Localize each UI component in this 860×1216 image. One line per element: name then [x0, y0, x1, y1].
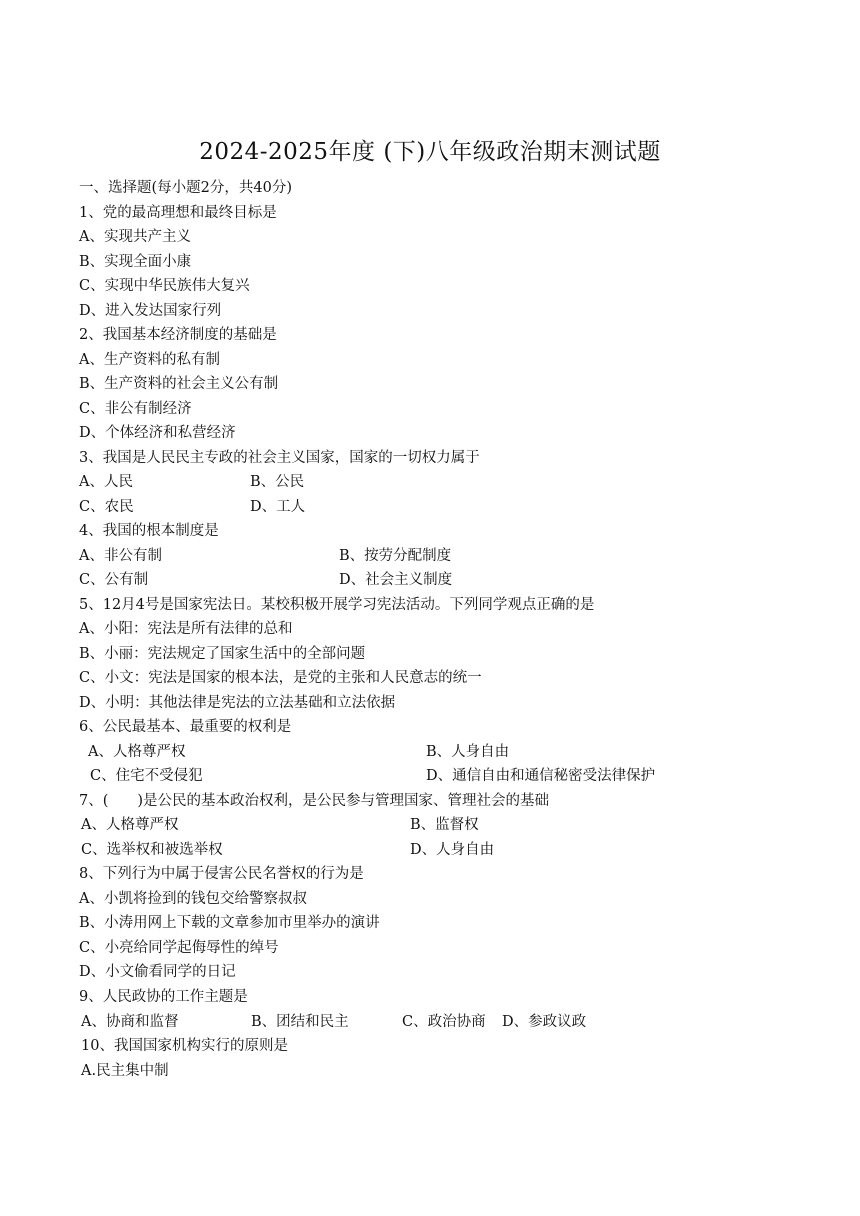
- exam-title: 2024-2025年度 (下)八年级政治期末测试题: [199, 139, 661, 165]
- option: D、小明：其他法律是宪法的立法基础和立法依据: [79, 695, 396, 711]
- option: B、小涛用网上下载的文章参加市里举办的演讲: [79, 915, 380, 931]
- option: A、协商和监督: [81, 1014, 179, 1030]
- section-heading: 一、选择题(每小题2分，共40分): [79, 180, 292, 196]
- option: B、生产资料的社会主义公有制: [79, 376, 279, 392]
- option: B、公民: [250, 474, 305, 490]
- question-stem: 3、我国是人民民主专政的社会主义国家，国家的一切权力属于: [79, 450, 480, 466]
- question-stem: 4、我国的根本制度是: [79, 523, 219, 539]
- option: A、小阳：宪法是所有法律的总和: [79, 621, 293, 637]
- question-stem: 9、人民政协的工作主题是: [79, 989, 248, 1005]
- option: C、公有制: [79, 572, 149, 588]
- option: C、非公有制经济: [79, 401, 192, 417]
- option: C、选举权和被选举权: [81, 842, 223, 858]
- option: B、实现全面小康: [79, 254, 192, 270]
- question-stem: 1、党的最高理想和最终目标是: [79, 205, 277, 221]
- option: D、人身自由: [410, 842, 495, 858]
- option: C、小亮给同学起侮辱性的绰号: [79, 940, 279, 956]
- option: A、小凯将捡到的钱包交给警察叔叔: [79, 891, 307, 907]
- option: C、小文：宪法是国家的根本法，是党的主张和人民意志的统一: [79, 670, 482, 686]
- option: A、实现共产主义: [79, 229, 191, 245]
- option: D、进入发达国家行列: [79, 303, 222, 319]
- question-stem: 2、我国基本经济制度的基础是: [79, 327, 277, 343]
- question-stem: 7、( )是公民的基本政治权利，是公民参与管理国家、管理社会的基础: [79, 793, 550, 809]
- option: B、监督权: [410, 817, 479, 833]
- question-stem: 5、12月4号是国家宪法日。某校积极开展学习宪法活动。下列同学观点正确的是: [79, 597, 595, 613]
- question-stem: 8、下列行为中属于侵害公民名誉权的行为是: [79, 866, 364, 882]
- option: A.民主集中制: [81, 1063, 169, 1079]
- option: A、非公有制: [79, 548, 162, 564]
- option: B、人身自由: [426, 744, 510, 760]
- option: B、按劳分配制度: [339, 548, 452, 564]
- option: B、团结和民主: [251, 1014, 349, 1030]
- option: C、政治协商: [402, 1014, 486, 1030]
- option: C、农民: [79, 499, 134, 515]
- option: A、人格尊严权: [88, 744, 186, 760]
- option: A、人民: [79, 474, 133, 490]
- option: D、通信自由和通信秘密受法律保护: [426, 768, 656, 784]
- option: D、小文偷看同学的日记: [79, 964, 236, 980]
- option: C、住宅不受侵犯: [90, 768, 203, 784]
- option: D、参政议政: [502, 1014, 587, 1030]
- option: A、生产资料的私有制: [79, 352, 220, 368]
- option: D、工人: [250, 499, 306, 515]
- option: D、社会主义制度: [339, 572, 453, 588]
- option: B、小丽：宪法规定了国家生活中的全部问题: [79, 646, 366, 662]
- question-stem: 10、我国国家机构实行的原则是: [81, 1038, 288, 1054]
- option: C、实现中华民族伟大复兴: [79, 278, 250, 294]
- question-stem: 6、公民最基本、最重要的权利是: [79, 719, 292, 735]
- option: A、人格尊严权: [81, 817, 179, 833]
- option: D、个体经济和私营经济: [79, 425, 236, 441]
